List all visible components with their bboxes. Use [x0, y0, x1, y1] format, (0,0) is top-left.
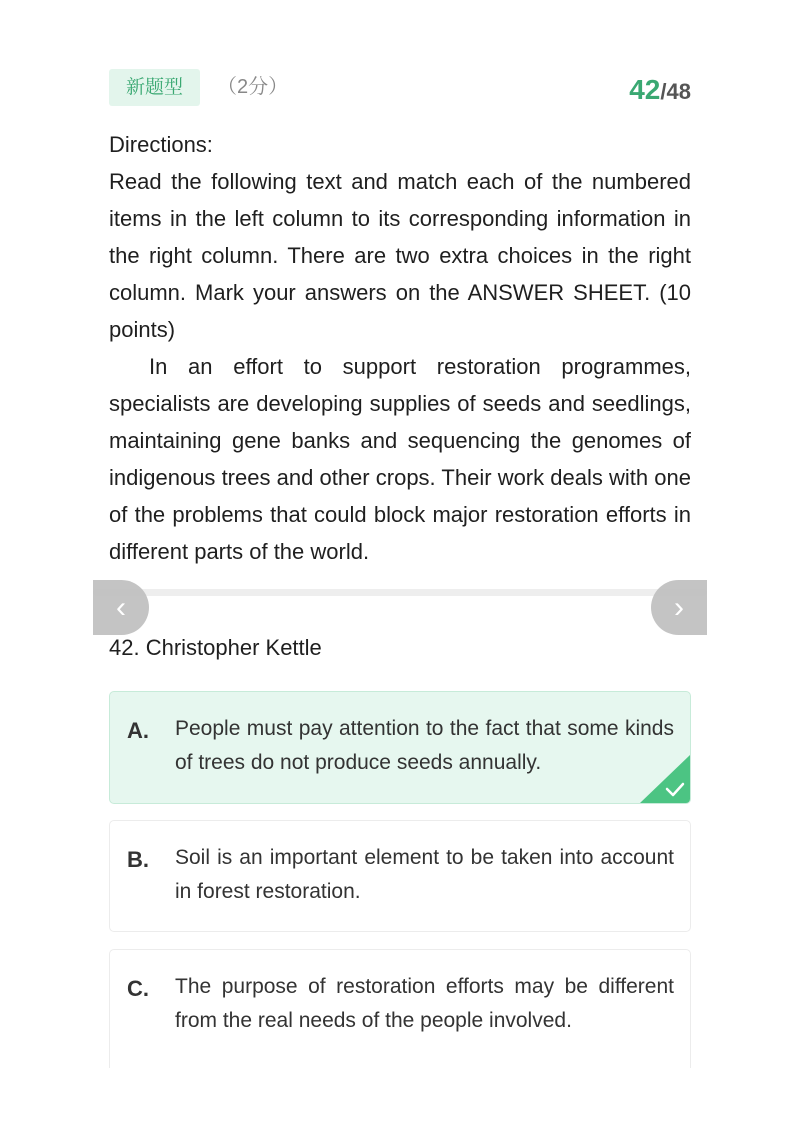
pane-resize-handle[interactable]: [93, 589, 707, 596]
question-score: （2分）: [217, 76, 289, 98]
directions-title: Directions:: [109, 132, 213, 157]
current-question-number: 42: [629, 74, 661, 105]
check-icon: [640, 755, 690, 803]
chevron-left-icon: ‹: [116, 590, 126, 624]
option-letter: C.: [127, 976, 149, 1001]
passage-paragraph: In an effort to support restoration programmes, specialists are developing supplies of seeds and seedlings, maintaining gene banks and sequencing the genomes of indigenous trees and other crops. Their work deals with one of the problems that could block major restoration efforts in different parts of the world.: [109, 354, 691, 564]
option-text: The purpose of restoration efforts may be different from the real needs of the people involved.: [175, 975, 674, 1032]
chevron-right-icon: ›: [674, 590, 684, 624]
counter-separator: /: [660, 79, 667, 104]
next-question-button[interactable]: [651, 580, 707, 635]
question-counter: [629, 71, 691, 113]
option-c[interactable]: [109, 949, 691, 1068]
question-title: 42. Christopher Kettle: [109, 635, 322, 660]
option-b[interactable]: [109, 820, 691, 932]
previous-question-button[interactable]: [93, 580, 149, 635]
question-type-tag: 新题型: [109, 69, 200, 106]
option-a[interactable]: [109, 691, 691, 804]
option-letter: B.: [127, 847, 149, 872]
directions-text: Read the following text and match each of the numbered items in the left column to its corresponding information in the right column. There are two extra choices in the right column. Mark your answers on the ANSWER SHEET. (10 points): [109, 169, 691, 342]
total-question-count: 48: [666, 79, 691, 104]
question-header: [109, 69, 691, 107]
option-text: Soil is an important element to be taken into account in forest restoration.: [175, 846, 674, 903]
option-letter: A.: [127, 718, 149, 743]
option-text: People must pay attention to the fact that some kinds of trees do not produce seeds annually.: [175, 717, 674, 774]
reading-passage[interactable]: [109, 126, 691, 596]
